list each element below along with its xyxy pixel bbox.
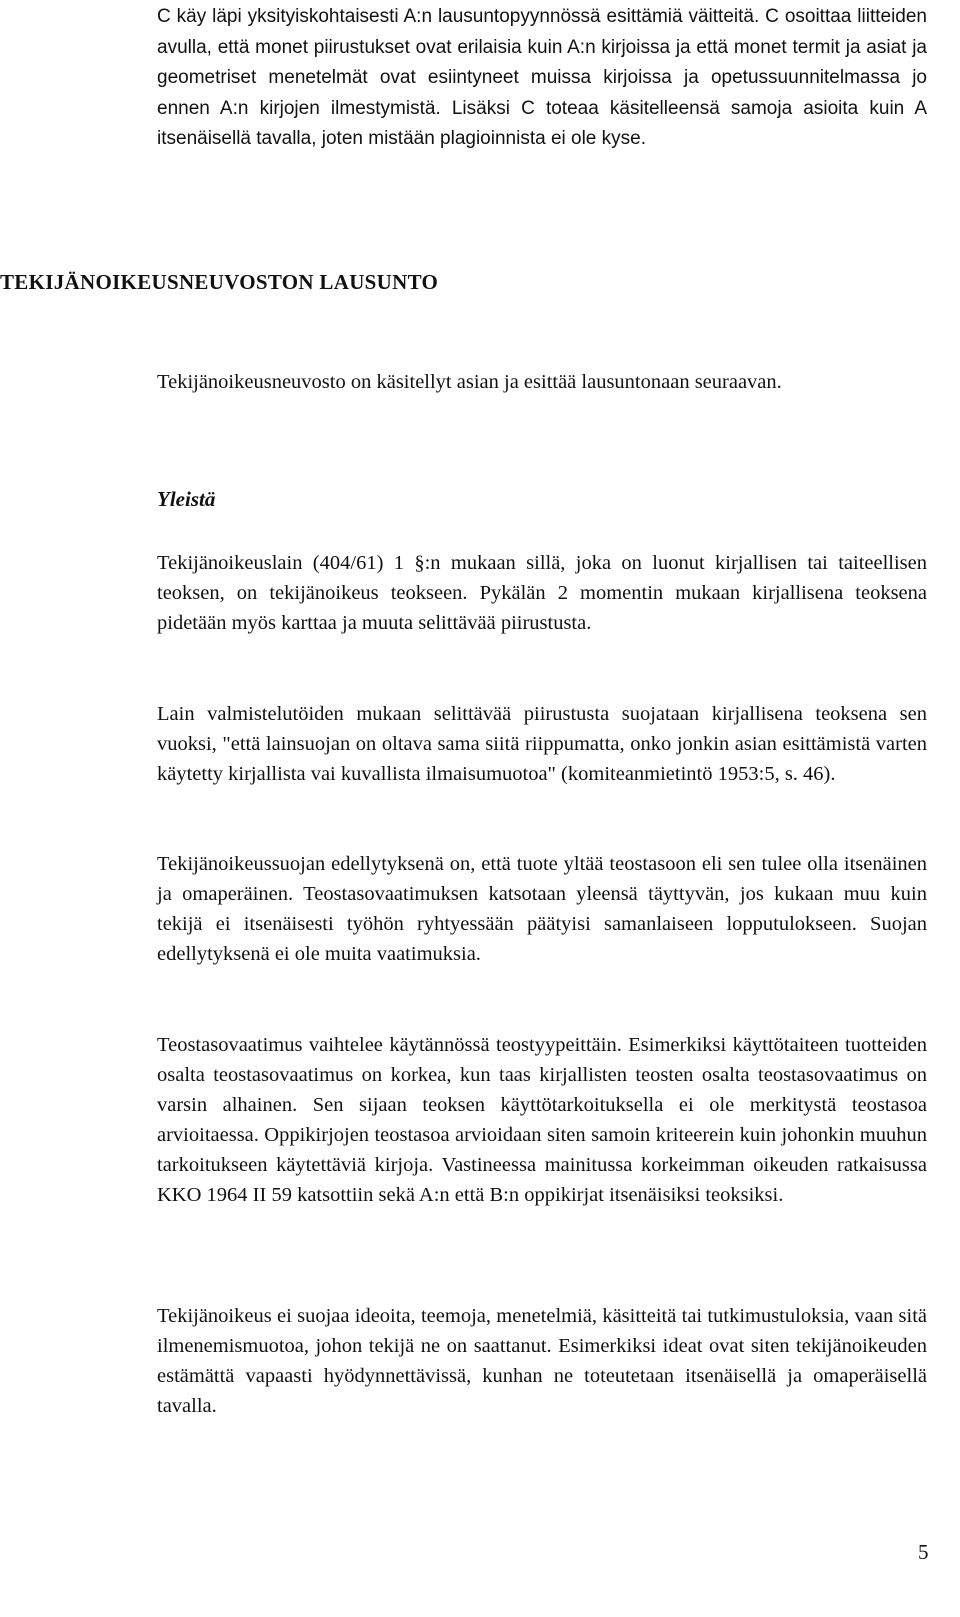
subheading-yleista: Yleistä	[157, 487, 216, 511]
statement-intro-paragraph: Tekijänoikeusneuvosto on käsitellyt asian ja esittää lausuntonaan seuraavan.	[157, 371, 782, 393]
section-heading: TEKIJÄNOIKEUSNEUVOSTON LAUSUNTO	[0, 270, 439, 294]
paragraph-ideas: Tekijänoikeus ei suojaa ideoita, teemoja, menetelmiä, käsitteitä tai tutkimustuloksia, vaan sitä ilmenemismuotoa, johon tekijä ne on saattanut. Esimerkiksi ideat ovat siten tekijänoikeuden estämättä vapaasti hyödynnettävissä, kunhan ne toteutetaan itsenäisellä ja omaperäisellä tavalla.	[157, 1305, 927, 1417]
page-number: 5	[918, 1540, 929, 1564]
intro-paragraph: C käy läpi yksityiskohtaisesti A:n lausuntopyynnössä esittämiä väitteitä. C osoittaa liitteiden avulla, että monet piirustukset ovat erilaisia kuin A:n kirjoissa ja että monet termit ja asiat ja geometriset menetelmät ovat esiintyneet muissa kirjoissa ja opetussuunnitelmassa jo ennen A:n kirjojen ilmestymistä. Lisäksi C toteaa käsitelleensä samoja asioita kuin A itsenäisellä tavalla, joten mistään plagioinnista ei ole kyse.	[157, 6, 927, 149]
paragraph-preparatory-works: Lain valmistelutöiden mukaan selittävää piirustusta suojataan kirjallisena teoksena sen vuoksi, "että lainsuojan on oltava sama siitä riippumatta, onko jonkin asian esittämistä varten käytetty kirjallista vai kuvallista ilmaisumuotoa" (komiteanmietintö 1953:5, s. 46).	[157, 703, 927, 785]
paragraph-originality: Tekijänoikeussuojan edellytyksenä on, että tuote yltää teostasoon eli sen tulee olla itsenäinen ja omaperäinen. Teostasovaatimuksen katsotaan yleensä täyttyvän, jos kukaan muu kuin tekijä ei itsenäisesti työhön ryhtyessään päätyisi samanlaiseen lopputulokseen. Suojan edellytyksenä ei ole muita vaatimuksia.	[157, 853, 927, 965]
paragraph-copyright-law: Tekijänoikeuslain (404/61) 1 §:n mukaan sillä, joka on luonut kirjallisen tai taiteellisen teoksen, on tekijänoikeus teokseen. Pykälän 2 momentin mukaan kirjallisena teoksena pidetään myös karttaa ja muuta selittävää piirustusta.	[157, 552, 927, 634]
paragraph-work-standard: Teostasovaatimus vaihtelee käytännössä teostyypeittäin. Esimerkiksi käyttötaiteen tuotteiden osalta teostasovaatimus on korkea, kun taas kirjallisten teosten osalta teostasovaatimus on varsin alhainen. Sen sijaan teoksen käyttötarkoituksella ei ole merkitystä teostasoa arvioitaessa. Oppikirjojen teostasoa arvioidaan siten samoin kriteerein kuin johonkin muuhun tarkoitukseen käytettäviä kirjoja. Vastineessa mainitussa korkeimman oikeuden ratkaisussa KKO 1964 II 59 katsottiin sekä A:n että B:n oppikirjat itsenäisiksi teoksiksi.	[157, 1034, 927, 1206]
